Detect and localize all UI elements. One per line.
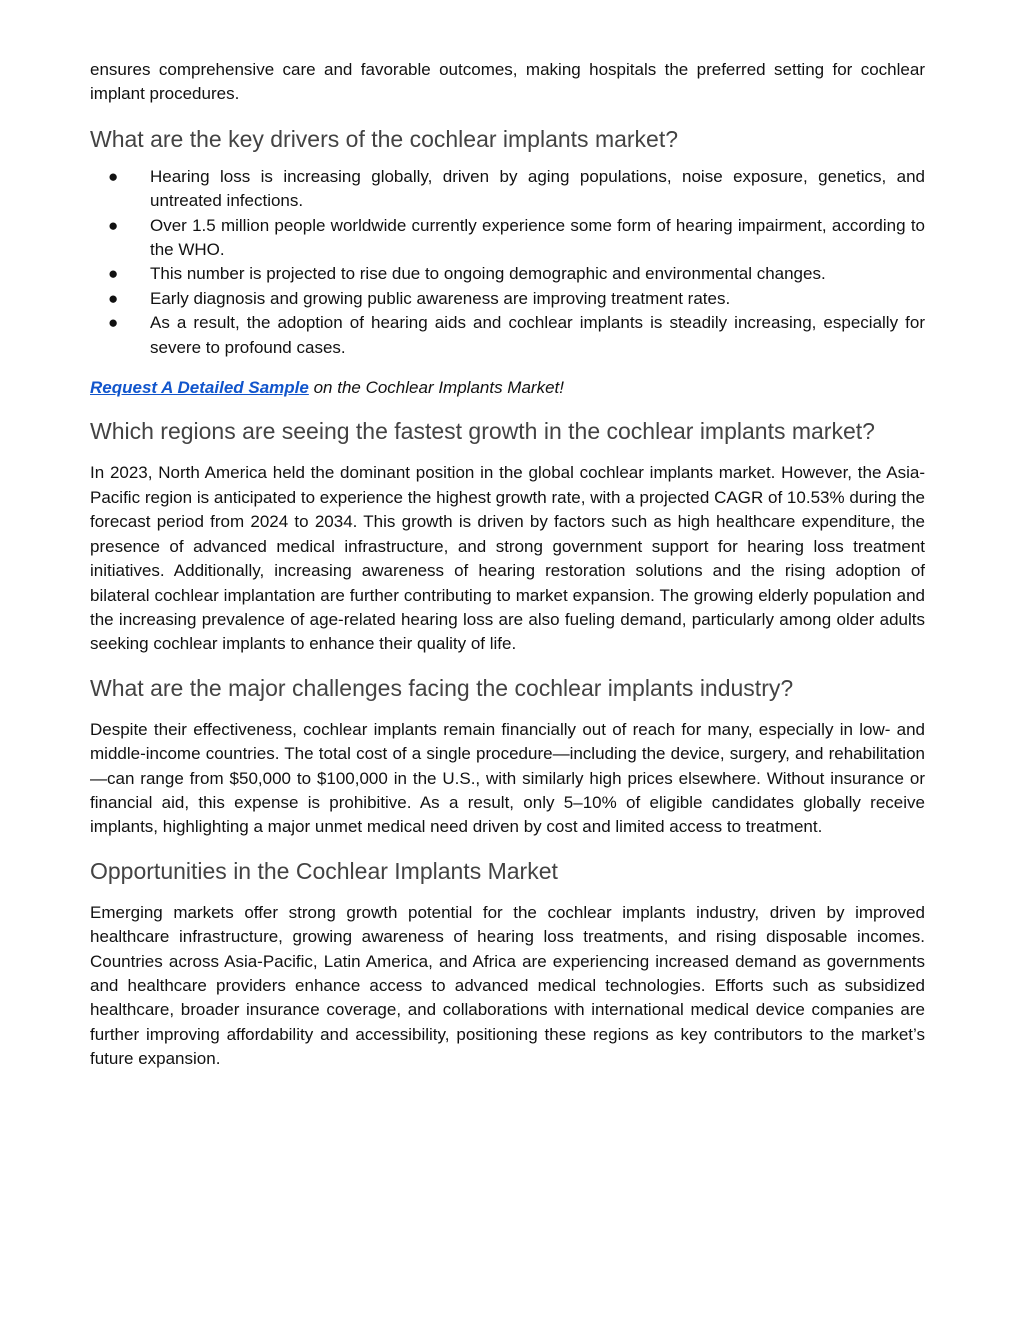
request-sample-link[interactable]: Request A Detailed Sample: [90, 378, 309, 398]
drivers-heading: What are the key drivers of the cochlear implants market?: [90, 125, 679, 152]
bullet-icon: ●: [108, 166, 119, 186]
list-item-text: As a result, the adoption of hearing aids and cochlear implants is steadily increasing, especially for severe to profound cases.: [150, 313, 925, 357]
intro-paragraph: ensures comprehensive care and favorable outcomes, making hospitals the preferred setting for cochlear implant procedures.: [90, 60, 925, 104]
bullet-icon: ●: [108, 288, 119, 308]
list-item: [90, 287, 925, 311]
sample-request-line: [90, 376, 925, 400]
challenges-heading: What are the major challenges facing the cochlear implants industry?: [90, 674, 794, 701]
bullet-icon: ●: [108, 264, 119, 284]
regions-paragraph: In 2023, North America held the dominant position in the global cochlear implants market. However, the Asia-Pacific region is anticipated to experience the highest growth rate, with a projected CAGR of 10.53% during the forecast period from 2024 to 2034. This growth is driven by factors such as high healthcare expenditure, the presence of advanced medical infrastructure, and strong government support for hearing loss treatment initiatives. Additionally, increasing awareness of hearing restoration solutions and the rising adoption of bilateral cochlear implantation are further contributing to market expansion. The growing elderly population and the increasing prevalence of age-related hearing loss are also fueling demand, particularly among older adults seeking cochlear implants to enhance their quality of life.: [90, 463, 925, 654]
list-item-text: Early diagnosis and growing public awareness are improving treatment rates.: [150, 288, 731, 308]
list-item-text: Hearing loss is increasing globally, driven by aging populations, noise exposure, genetics, and untreated infections.: [150, 166, 925, 211]
regions-heading: Which regions are seeing the fastest growth in the cochlear implants market?: [90, 418, 875, 445]
list-item: [90, 165, 925, 214]
opportunities-paragraph: Emerging markets offer strong growth potential for the cochlear implants industry, driven by improved healthcare infrastructure, growing awareness of hearing loss treatments, and rising disposable incomes. Countries across Asia-Pacific, Latin America, and Africa are experiencing increased demand as governments and healthcare providers enhance access to advanced medical technologies. Efforts such as subsidized healthcare, broader insurance coverage, and collaborations with international medical device companies are further improving affordability and accessibility, positioning these regions as key contributors to the market’s future expansion.: [90, 902, 925, 1069]
bullet-icon: ●: [108, 215, 119, 235]
opportunities-heading: Opportunities in the Cochlear Implants Market: [90, 857, 558, 884]
list-item: [90, 311, 925, 360]
sample-request-suffix: on the Cochlear Implants Market!: [308, 378, 564, 398]
document-page: [90, 58, 925, 1072]
list-item: [90, 262, 925, 286]
challenges-paragraph: Despite their effectiveness, cochlear implants remain financially out of reach for many, especially in low- and middle-income countries. The total cost of a single procedure—including the device, surgery, and rehabilitation—can range from $50,000 to $100,000 in the U.S., with similarly high prices elsewhere. Without insurance or financial aid, this expense is prohibitive. As a result, only 5–10% of eligible candidates globally receive implants, highlighting a major unmet medical need driven by cost and limited access to treatment.: [90, 719, 925, 837]
list-item: [90, 214, 925, 263]
list-item-text: This number is projected to rise due to ongoing demographic and environmental changes.: [150, 264, 826, 284]
bullet-icon: ●: [108, 313, 119, 333]
drivers-list: [90, 165, 925, 360]
list-item-text: Over 1.5 million people worldwide currently experience some form of hearing impairment, according to the WHO.: [150, 215, 925, 260]
